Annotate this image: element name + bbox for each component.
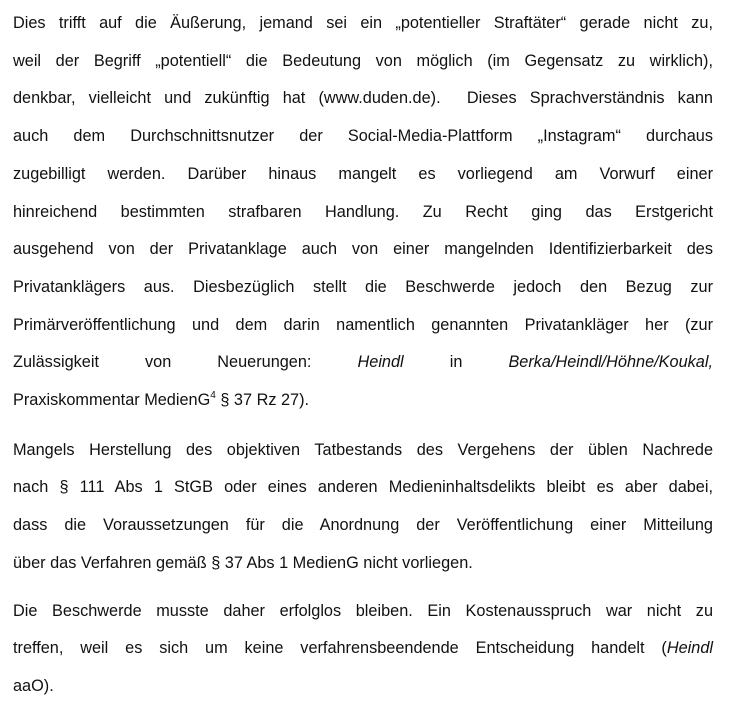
- text-run: Dies trifft auf die Äußerung, jemand sei ein „potentieller Straftäter“ gerade nicht zu,: [13, 14, 713, 32]
- text-run: Mangels Herstellung des objektiven Tatbestands des Vergehens der üblen Nachrede: [13, 440, 713, 459]
- text-run: Die Beschwerde musste daher erfolglos bleiben. Ein Kostenausspruch war nicht zu: [13, 601, 713, 620]
- text-line: [13, 432, 713, 470]
- text-run: denkbar, vielleicht und zukünftig hat (www.duden.de). Dieses Sprachverständnis kann: [13, 89, 713, 108]
- text-run: Privatanklägers aus. Diesbezüglich stellt die Beschwerde jedoch den Bezug zur: [13, 277, 713, 296]
- text-run: weil der Begriff „potentiell“ die Bedeutung von möglich (im Gegensatz zu wirklich),: [13, 51, 713, 70]
- text-line: [13, 80, 713, 118]
- text-run: Primärveröffentlichung und dem darin namentlich genannten Privatankläger her (zur: [13, 315, 713, 334]
- text-run: hinreichend bestimmten strafbaren Handlung. Zu Recht ging das Erstgericht: [13, 202, 713, 221]
- text-run: zugebilligt werden. Darüber hinaus mangelt es vorliegend am Vorwurf einer: [13, 164, 713, 183]
- text-run: über das Verfahren gemäß § 37 Abs 1 MedienG nicht vorliegen.: [13, 553, 473, 572]
- text-run: aaO).: [13, 676, 54, 695]
- paragraph-2: [13, 432, 713, 583]
- text-run: Zulässigkeit von Neuerungen:: [13, 353, 358, 372]
- text-run: auch dem Durchschnittsnutzer der Social-Media-Plattform „Instagram“ durchaus: [13, 127, 713, 146]
- text-line: [13, 668, 713, 706]
- edition-superscript: 4: [210, 390, 216, 402]
- text-line: [13, 269, 713, 307]
- text-line: [13, 593, 713, 631]
- text-line: [13, 469, 713, 507]
- text-run: treffen, weil es sich um keine verfahrensbeendende Entscheidung handelt (: [13, 639, 667, 658]
- text-line: [13, 307, 713, 345]
- text-line: [13, 231, 713, 269]
- text-run: dass die Voraussetzungen für die Anordnung der Veröffentlichung einer Mitteilung: [13, 516, 713, 535]
- authors-citation: Berka/Heindl/Höhne/Koukal,: [508, 353, 713, 372]
- text-line: [13, 5, 713, 43]
- text-line: [13, 156, 713, 194]
- text-line: [13, 630, 713, 668]
- text-run: § 37 Rz 27).: [215, 391, 310, 410]
- text-line: [13, 344, 713, 382]
- text-run: Praxiskommentar MedienG: [13, 391, 211, 410]
- author-citation: Heindl: [666, 639, 713, 658]
- paragraph-1: [13, 5, 713, 422]
- text-line: [13, 194, 713, 232]
- author-citation: Heindl: [357, 353, 404, 372]
- paragraph-3: [13, 593, 713, 706]
- text-run: nach § 111 Abs 1 StGB oder eines anderen Medieninhaltsdelikts bleibt es aber dabei,: [13, 478, 713, 497]
- text-line: [13, 43, 713, 81]
- text-line: [13, 545, 713, 583]
- text-line: [13, 382, 713, 422]
- text-run: ausgehend von der Privatanklage auch von einer mangelnden Identifizierbarkeit des: [13, 240, 713, 259]
- text-line: [13, 507, 713, 545]
- text-line: [13, 118, 713, 156]
- text-run: in: [403, 353, 509, 372]
